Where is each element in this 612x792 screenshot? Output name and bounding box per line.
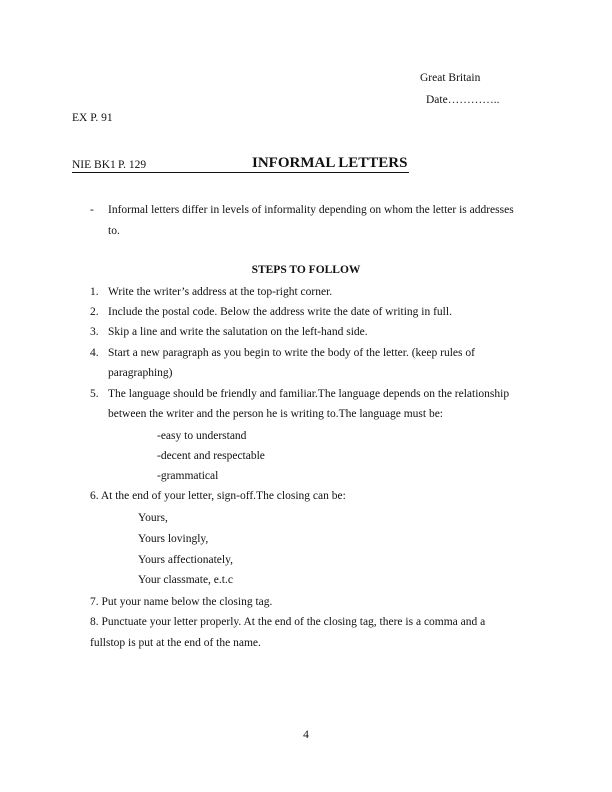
step-3: Skip a line and write the salutation on the left-hand side.: [108, 326, 368, 338]
step-number: 5.: [90, 388, 99, 400]
step-4: Start a new paragraph as you begin to write the body of the letter. (keep rules of: [108, 347, 475, 359]
language-quality: -decent and respectable: [157, 450, 265, 462]
exercise-reference: EX P. 91: [72, 112, 113, 124]
steps-heading: STEPS TO FOLLOW: [251, 264, 361, 276]
page-title: INFORMAL LETTERS: [252, 155, 408, 171]
step-8: 8. Punctuate your letter properly. At the end of the closing tag, there is a comma and a: [90, 616, 486, 628]
sender-address: Great Britain: [420, 72, 481, 84]
step-number: 4.: [90, 347, 99, 359]
closing-example: Your classmate, e.t.c: [138, 574, 233, 586]
language-quality: -easy to understand: [157, 430, 247, 442]
page-number: 4: [303, 729, 309, 741]
closing-example: Yours lovingly,: [138, 533, 209, 545]
step-1: Write the writer’s address at the top-right corner.: [108, 286, 333, 298]
title-underline: [72, 172, 409, 173]
intro-text-cont: to.: [108, 225, 120, 237]
closing-example: Yours affectionately,: [138, 554, 233, 566]
step-8-cont: fullstop is put at the end of the name.: [90, 637, 261, 649]
book-reference: NIE BK1: [72, 159, 116, 171]
closing-example: Yours,: [138, 512, 168, 524]
bullet-dash: -: [90, 204, 94, 216]
step-7: 7. Put your name below the closing tag.: [90, 596, 273, 608]
step-5-cont: between the writer and the person he is writing to.The language must be:: [108, 408, 443, 420]
date-line: Date…………..: [426, 94, 500, 106]
step-5: The language should be friendly and familiar.The language depends on the relationship: [108, 388, 510, 400]
language-quality: -grammatical: [157, 470, 219, 482]
step-number: 3.: [90, 326, 99, 338]
step-number: 1.: [90, 286, 99, 298]
step-number: 2.: [90, 306, 99, 318]
step-2: Include the postal code. Below the address write the date of writing in full.: [108, 306, 452, 318]
intro-text: Informal letters differ in levels of informality depending on whom the letter is addresses: [108, 204, 514, 216]
step-6: 6. At the end of your letter, sign-off.The closing can be:: [90, 490, 346, 502]
book-page: P. 129: [118, 159, 147, 171]
step-4-cont: paragraphing): [108, 367, 173, 379]
